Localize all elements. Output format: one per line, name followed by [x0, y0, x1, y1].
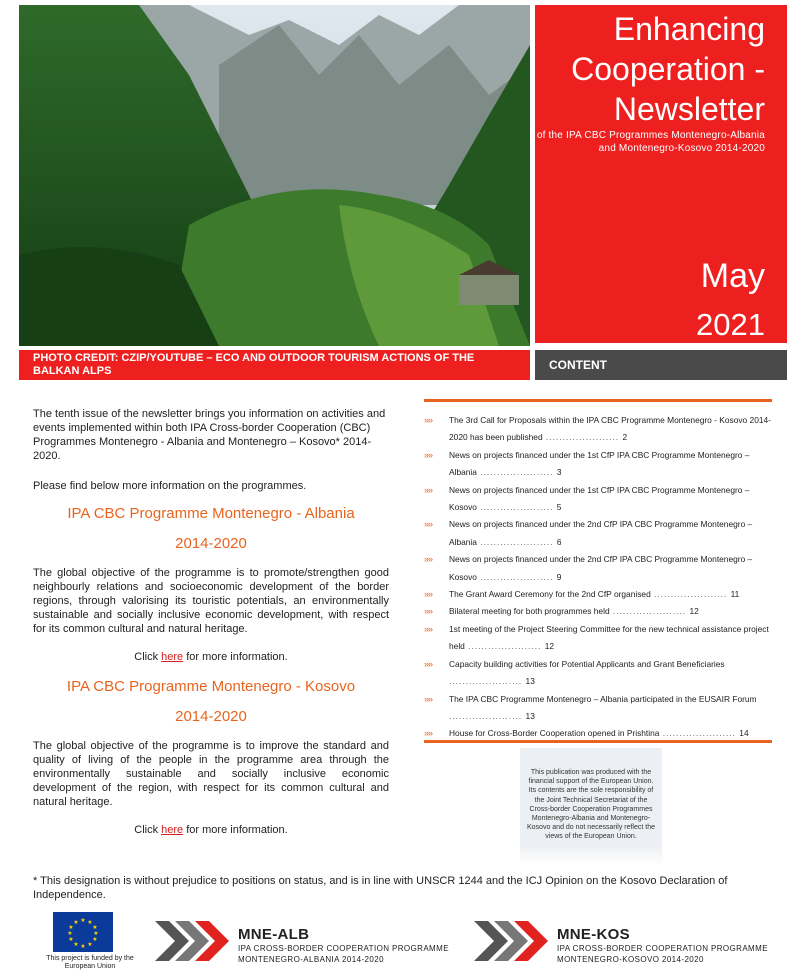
svg-text:★: ★	[67, 930, 73, 937]
toc-entry[interactable]	[424, 516, 772, 551]
toc-entry-text	[449, 482, 772, 517]
toc-page-number: 14	[739, 728, 749, 739]
more-info-alb	[33, 651, 389, 663]
disclaimer-reflection	[520, 846, 662, 866]
toc-entry[interactable]	[424, 656, 772, 691]
more-info-prefix: Click	[134, 651, 162, 663]
programme-description-kos: The global objective of the programme is to improve the standard and quality of living of the people in the programme area through the environmentally sustainable and socially inclusive economic development of the region, with respect for its common cultural and natural heritage.	[33, 740, 389, 808]
toc-arrow-icon: »»	[424, 519, 433, 530]
toc-bottom-rule	[424, 740, 772, 743]
toc-entry-text	[449, 621, 772, 656]
svg-text:★: ★	[80, 943, 86, 950]
toc-page-number: 11	[730, 589, 740, 600]
toc-leader: ......................	[650, 589, 731, 600]
toc-page-number: 12	[689, 606, 699, 617]
mne-kos-logo	[557, 926, 768, 965]
toc-leader: ......................	[476, 502, 557, 513]
programme-period-alb: 2014-2020	[175, 535, 247, 552]
eu-funding-caption: This project is funded by the European Union	[46, 955, 134, 970]
toc-leader: ......................	[449, 710, 526, 721]
toc-entry-title: News on projects financed under the 2nd CfP IPA CBC Programme Montenegro – Kosovo	[449, 554, 753, 582]
toc-entry[interactable]	[424, 551, 772, 586]
toc-arrow-icon: »»	[424, 589, 433, 600]
title-panel	[535, 5, 787, 343]
toc-top-rule	[424, 399, 772, 402]
toc-leader: ......................	[476, 571, 557, 582]
mne-alb-name: MNE-ALB	[238, 926, 310, 943]
toc-entry[interactable]	[424, 447, 772, 482]
svg-text:★: ★	[87, 941, 93, 948]
cover-photo	[19, 5, 530, 346]
intro-paragraph: The tenth issue of the newsletter brings you information on activities and events implemented within both IPA Cross-border Cooperation (CBC) Programmes Montenegro - Albania and Montenegro – Kosovo* 2014-2020.	[33, 408, 386, 462]
toc-page-number: 12	[544, 641, 555, 652]
programme-description-alb: The global objective of the programme is to promote/strengthen good neighbourly relations and socioeconomic development of the border regions, through valorising its touristic potentials, an environmentally sustainable and socially inclusive economic development, with respect for its common cultural and natural heritage.	[33, 567, 389, 635]
toc-entry-title: Bilateral meeting for both programmes held	[449, 606, 610, 617]
svg-text:★: ★	[92, 924, 98, 931]
programme-title-alb: IPA CBC Programme Montenegro - Albania	[67, 505, 355, 522]
toc-entry-text	[449, 551, 772, 586]
programme-title-kos: IPA CBC Programme Montenegro - Kosovo	[66, 678, 356, 695]
newsletter-title: Enhancing Cooperation - Newsletter	[571, 11, 765, 127]
toc-arrow-icon: »»	[424, 606, 433, 617]
toc-entry-title: Capacity building activities for Potential Applicants and Grant Beneficiaries	[449, 658, 725, 669]
toc-entry[interactable]	[424, 586, 772, 603]
mne-kos-logo-icon	[474, 916, 550, 971]
toc-leader: ......................	[476, 467, 557, 478]
toc-entry-text	[449, 603, 772, 620]
toc-arrow-icon: »»	[424, 658, 433, 669]
programme-period-kos: 2014-2020	[175, 708, 247, 725]
mne-alb-line2: MONTENEGRO-ALBANIA 2014-2020	[238, 955, 384, 964]
toc-page-number: 13	[525, 710, 535, 721]
toc-entry-title: 1st meeting of the Project Steering Committee for the new technical assistance project held	[449, 623, 769, 652]
svg-text:★: ★	[73, 919, 79, 926]
toc-arrow-icon: »»	[424, 484, 433, 495]
photo-credit: PHOTO CREDIT: CZIP/YOUTUBE – ECO AND OUTDOOR TOURISM ACTIONS OF THE BALKAN ALPS	[19, 350, 530, 380]
toc-arrow-icon: »»	[424, 554, 433, 565]
toc-arrow-icon: »»	[424, 623, 433, 634]
svg-text:★: ★	[80, 917, 86, 924]
issue-year: 2021	[696, 307, 765, 342]
toc-entry-title: News on projects financed under the 1st CfP IPA CBC Programme Montenegro – Kosovo	[449, 484, 750, 513]
toc-arrow-icon: »»	[424, 728, 433, 739]
toc-page-number: 9	[556, 571, 562, 582]
more-info-suffix: for more information.	[183, 824, 288, 836]
issue-month: May	[700, 257, 765, 295]
toc-leader: ......................	[476, 536, 557, 547]
table-of-contents	[424, 412, 772, 743]
toc-leader: ......................	[609, 606, 690, 617]
toc-page-number: 3	[556, 467, 562, 478]
eu-disclaimer: This publication was produced with the financial support of the European Union. Its contents are the sole responsibility of the Joint Technical Secretariat of the Cross-border Cooperation Programmes Montenegro-Albania and Montenegro-Kosovo and do not necessarily reflect the views of the European Union.	[520, 748, 662, 846]
toc-entry-title: The Grant Award Ceremony for the 2nd CfP organised	[449, 589, 651, 600]
toc-entry-title: News on projects financed under the 2nd CfP IPA CBC Programme Montenegro – Albania	[449, 519, 753, 547]
more-info-kos	[33, 824, 389, 836]
more-info-prefix: Click	[134, 824, 162, 836]
toc-page-number: 5	[556, 502, 562, 513]
toc-entry[interactable]	[424, 621, 772, 656]
toc-leader: ......................	[449, 676, 526, 687]
toc-entry[interactable]	[424, 482, 772, 517]
toc-entry-text	[449, 586, 772, 603]
toc-entry-text	[449, 516, 772, 551]
mne-kos-line2: MONTENEGRO-KOSOVO 2014-2020	[557, 955, 704, 964]
toc-arrow-icon: »»	[424, 693, 433, 704]
toc-leader: ......................	[659, 728, 740, 739]
toc-entry-text	[449, 447, 772, 482]
more-info-suffix: for more information.	[183, 651, 288, 663]
toc-entry-text	[449, 656, 772, 691]
svg-text:★: ★	[68, 924, 74, 931]
mne-alb-logo-icon	[155, 916, 231, 971]
more-info-link-alb[interactable]: here	[161, 651, 184, 663]
svg-text:★: ★	[73, 941, 79, 948]
toc-arrow-icon: »»	[424, 449, 433, 460]
kosovo-footnote: * This designation is without prejudice to positions on status, and is in line with UNSCR 1244 and the ICJ Opinion on the Kosovo Declaration of Independence.	[33, 875, 728, 901]
content-heading: CONTENT	[535, 350, 787, 380]
more-info-link-kos[interactable]: here	[161, 824, 184, 836]
toc-page-number: 2	[622, 432, 628, 443]
svg-text:★: ★	[93, 930, 99, 937]
mne-alb-line1: IPA CROSS-BORDER COOPERATION PROGRAMME	[238, 944, 449, 953]
toc-entry-title: House for Cross-Border Cooperation opened in Prishtina	[449, 728, 660, 739]
mne-kos-line1: IPA CROSS-BORDER COOPERATION PROGRAMME	[557, 944, 768, 953]
intro-note: Please find below more information on the programmes.	[33, 480, 307, 492]
toc-entry[interactable]	[424, 691, 772, 726]
svg-text:★: ★	[92, 936, 98, 943]
eu-flag-icon	[53, 912, 113, 952]
toc-page-number: 13	[525, 676, 535, 687]
toc-entry[interactable]	[424, 412, 772, 447]
toc-entry-text	[449, 412, 772, 447]
toc-entry-title: The IPA CBC Programme Montenegro – Albania participated in the EUSAIR Forum	[449, 693, 757, 704]
toc-leader: ......................	[542, 432, 623, 443]
toc-page-number: 6	[556, 536, 562, 547]
newsletter-subtitle: of the IPA CBC Programmes Montenegro-Albania and Montenegro-Kosovo 2014-2020	[536, 130, 765, 154]
toc-entry[interactable]	[424, 603, 772, 620]
toc-entry-title: The 3rd Call for Proposals within the IPA CBC Programme Montenegro - Kosovo 2014-2020 has been published	[449, 415, 771, 443]
svg-text:★: ★	[87, 919, 93, 926]
mne-kos-name: MNE-KOS	[557, 926, 630, 943]
svg-text:★: ★	[68, 936, 74, 943]
toc-arrow-icon: »»	[424, 415, 433, 425]
toc-entry-text	[449, 691, 772, 726]
mne-alb-logo	[238, 926, 449, 965]
toc-leader: ......................	[464, 641, 545, 652]
toc-entry-title: News on projects financed under the 1st CfP IPA CBC Programme Montenegro – Albania	[449, 449, 750, 478]
